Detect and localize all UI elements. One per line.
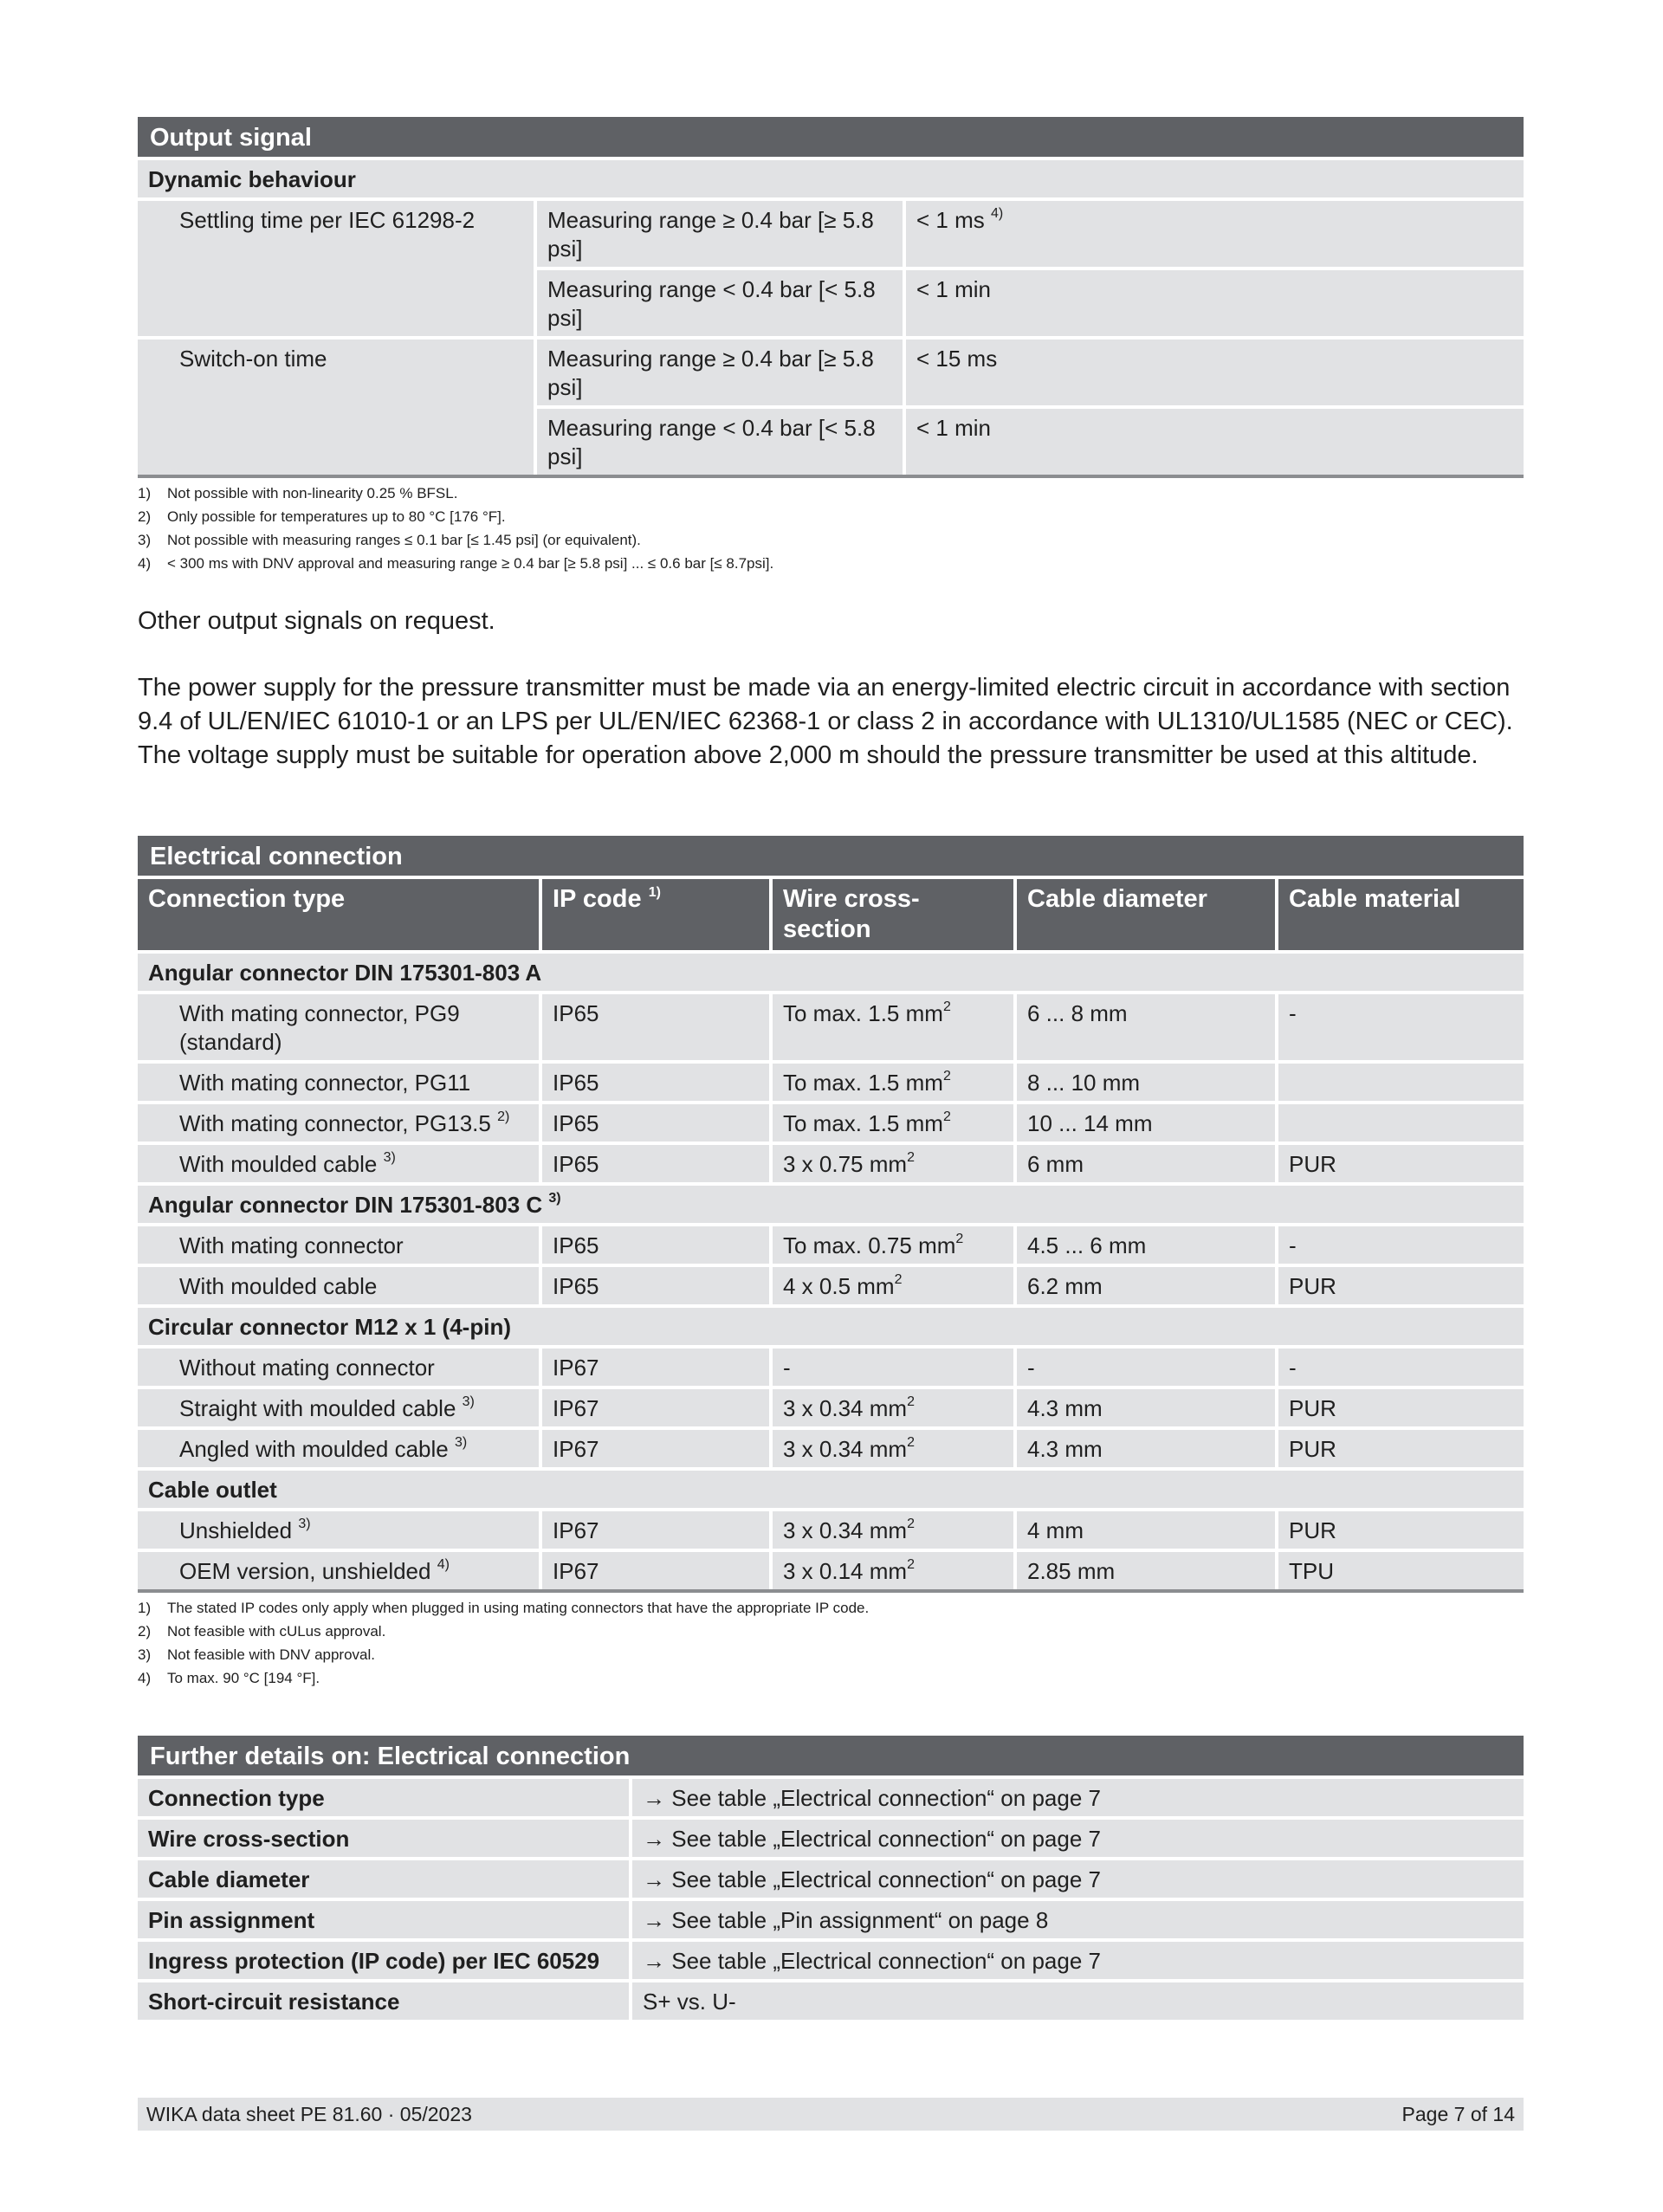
wire-cell <box>769 1552 1013 1589</box>
settling-value-1 <box>903 201 1524 267</box>
table-row <box>138 1267 1524 1304</box>
footnote-ref: 3) <box>455 1435 468 1450</box>
diameter-cell: 6.2 mm <box>1013 1267 1275 1304</box>
footnote <box>138 552 1524 575</box>
settling-time-label: Settling time per IEC 61298-2 <box>138 201 534 336</box>
connection-type-text: Straight with moulded cable <box>179 1395 456 1421</box>
material-cell <box>1275 1104 1524 1142</box>
footnote-text: The stated IP codes only apply when plugged in using mating connectors that have the appropriate IP code. <box>167 1600 870 1616</box>
footnote-text: Not possible with measuring ranges ≤ 0.1 bar [≤ 1.45 psi] (or equivalent). <box>167 532 641 548</box>
wire-cell <box>769 1104 1013 1142</box>
wire-cell <box>769 1430 1013 1467</box>
footnote-ref: 3) <box>462 1394 475 1409</box>
connection-type-cell <box>138 1511 539 1549</box>
table-bottom-rule <box>138 1589 1524 1593</box>
footnote-ref: 4) <box>990 206 1004 221</box>
material-cell <box>1275 1064 1524 1101</box>
connection-type-cell: With mating connector, PG11 <box>138 1064 539 1101</box>
output-signal-table <box>138 157 1524 478</box>
wire-text: To max. 0.75 mm <box>783 1232 956 1258</box>
diameter-cell: 2.85 mm <box>1013 1552 1275 1589</box>
diameter-cell: 4.3 mm <box>1013 1430 1275 1467</box>
connection-type-text: Unshielded <box>179 1517 293 1543</box>
ip-code-cell: IP65 <box>539 1145 769 1182</box>
footnote-number: 4) <box>138 555 152 572</box>
settling-condition-2: Measuring range < 0.4 bar [< 5.8 psi] <box>534 270 903 336</box>
diameter-cell: 4.5 ... 6 mm <box>1013 1226 1275 1264</box>
footnote <box>138 1666 1524 1690</box>
detail-value: → See table „Electrical connection“ on page 7 <box>629 1779 1524 1816</box>
connection-type-cell <box>138 1145 539 1182</box>
footnote-ref: 2) <box>497 1109 510 1124</box>
wire-cell <box>769 1064 1013 1101</box>
ip-code-cell: IP65 <box>539 1267 769 1304</box>
electrical-connection-title: Electrical connection <box>138 836 1524 876</box>
footnote-text: < 300 ms with DNV approval and measuring range ≥ 0.4 bar [≥ 5.8 psi] ... ≤ 0.6 bar [≤ 8.7psi]. <box>167 555 774 572</box>
power-supply-text <box>138 671 1524 773</box>
unit-superscript: 2 <box>942 1069 951 1083</box>
footnote-ref: 4) <box>437 1557 450 1572</box>
table-row <box>138 1145 1524 1182</box>
diameter-cell: 10 ... 14 mm <box>1013 1104 1275 1142</box>
ip-code-cell: IP67 <box>539 1389 769 1426</box>
detail-label: Connection type <box>138 1779 629 1816</box>
wire-text: 3 x 0.14 mm <box>783 1558 908 1584</box>
footnote <box>138 1596 1524 1620</box>
table-row <box>138 1901 1524 1938</box>
group-row <box>138 954 1524 991</box>
detail-label: Wire cross-section <box>138 1820 629 1857</box>
switch-on-condition-1: Measuring range ≥ 0.4 bar [≥ 5.8 psi] <box>534 340 903 405</box>
table-row <box>138 1064 1524 1101</box>
diameter-cell: 4 mm <box>1013 1511 1275 1549</box>
electrical-connection-table <box>138 876 1524 1593</box>
table-row <box>138 1226 1524 1264</box>
unit-superscript: 2 <box>955 1232 964 1246</box>
unit-superscript: 2 <box>907 1394 915 1409</box>
electrical-connection-footnotes <box>138 1596 1524 1690</box>
output-signal-section <box>138 117 1524 575</box>
header-cable-diameter: Cable diameter <box>1013 879 1275 950</box>
connection-type-cell: With mating connector <box>138 1226 539 1264</box>
material-cell: PUR <box>1275 1145 1524 1182</box>
wire-text: 3 x 0.34 mm <box>783 1395 908 1421</box>
ip-code-cell: IP67 <box>539 1511 769 1549</box>
diameter-cell: 6 mm <box>1013 1145 1275 1182</box>
ip-code-cell: IP65 <box>539 994 769 1060</box>
wire-text: To max. 1.5 mm <box>783 1110 943 1136</box>
material-cell: PUR <box>1275 1267 1524 1304</box>
ip-code-cell: IP65 <box>539 1104 769 1142</box>
footnote-number: 2) <box>138 508 152 525</box>
wire-text: To max. 1.5 mm <box>783 1000 943 1026</box>
footnote <box>138 1643 1524 1666</box>
table-row <box>138 994 1524 1060</box>
unit-superscript: 2 <box>942 999 951 1014</box>
table-row <box>138 1860 1524 1898</box>
footnote-number: 1) <box>138 485 152 501</box>
switch-on-condition-2: Measuring range < 0.4 bar [< 5.8 psi] <box>534 409 903 475</box>
wire-text: - <box>783 1355 791 1381</box>
electrical-connection-section <box>138 836 1524 1690</box>
footnote-number: 2) <box>138 1623 152 1640</box>
unit-superscript: 2 <box>907 1557 915 1572</box>
wire-cell <box>769 1389 1013 1426</box>
connection-type-text: With mating connector, PG13.5 <box>179 1110 491 1136</box>
settling-value-2: < 1 min <box>903 270 1524 336</box>
unit-superscript: 2 <box>907 1435 915 1450</box>
footnote <box>138 482 1524 505</box>
footnote-number: 3) <box>138 1646 152 1663</box>
unit-superscript: 2 <box>907 1150 915 1165</box>
wire-text: 3 x 0.34 mm <box>783 1517 908 1543</box>
wire-text: To max. 1.5 mm <box>783 1070 943 1096</box>
material-cell: PUR <box>1275 1511 1524 1549</box>
footer-doc-id: WIKA data sheet PE 81.60 · 05/2023 <box>146 2103 472 2125</box>
group-row <box>138 1308 1524 1345</box>
table-row <box>138 1104 1524 1142</box>
footnote-ref: 3) <box>298 1517 311 1531</box>
table-row <box>138 340 1524 405</box>
material-cell: PUR <box>1275 1389 1524 1426</box>
detail-label: Ingress protection (IP code) per IEC 60529 <box>138 1942 629 1979</box>
footnote-ref: 3) <box>548 1191 561 1206</box>
footnote-text: Not possible with non-linearity 0.25 % BFSL. <box>167 485 458 501</box>
detail-value: → See table „Pin assignment“ on page 8 <box>629 1901 1524 1938</box>
wire-cell <box>769 1511 1013 1549</box>
header-cable-material: Cable material <box>1275 879 1524 950</box>
ip-code-cell: IP67 <box>539 1552 769 1589</box>
detail-value: → See table „Electrical connection“ on page 7 <box>629 1942 1524 1979</box>
table-row <box>138 1511 1524 1549</box>
switch-on-value-1: < 15 ms <box>903 340 1524 405</box>
ip-code-cell: IP67 <box>539 1349 769 1386</box>
group-row <box>138 1186 1524 1223</box>
detail-label: Cable diameter <box>138 1860 629 1898</box>
material-cell: - <box>1275 1349 1524 1386</box>
detail-label: Pin assignment <box>138 1901 629 1938</box>
connection-type-text: With mating connector, PG9 <box>179 1000 460 1026</box>
further-details-section <box>138 1736 1524 2023</box>
footnote-text: Not feasible with DNV approval. <box>167 1646 376 1663</box>
group-heading-text: Angular connector DIN 175301-803 A <box>148 960 542 986</box>
unit-superscript: 2 <box>942 1109 951 1124</box>
detail-value: S+ vs. U- <box>629 1982 1524 2020</box>
group-heading <box>138 1308 1524 1345</box>
footnote-ref: 1) <box>648 885 661 900</box>
material-cell: TPU <box>1275 1552 1524 1589</box>
group-heading <box>138 954 1524 991</box>
unit-superscript: 2 <box>907 1517 915 1531</box>
switch-on-time-label: Switch-on time <box>138 340 534 475</box>
header-wire-line-2: section <box>783 915 871 943</box>
wire-cell <box>769 1145 1013 1182</box>
footnote-text: To max. 90 °C [194 °F]. <box>167 1670 320 1686</box>
table-bottom-rule <box>138 475 1524 478</box>
group-row <box>138 1471 1524 1508</box>
footnote <box>138 505 1524 528</box>
settling-condition-1: Measuring range ≥ 0.4 bar [≥ 5.8 psi] <box>534 201 903 267</box>
header-ip-code <box>539 879 769 950</box>
table-header-row <box>138 879 1524 950</box>
header-ip-code-text: IP code <box>553 885 642 913</box>
footnote-number: 3) <box>138 532 152 548</box>
dynamic-behaviour-heading: Dynamic behaviour <box>138 160 1524 197</box>
group-heading-text: Cable outlet <box>148 1477 277 1503</box>
diameter-cell: 4.3 mm <box>1013 1389 1275 1426</box>
wire-cell <box>769 1226 1013 1264</box>
table-row <box>138 1779 1524 1816</box>
header-wire-cross-section <box>769 879 1013 950</box>
table-row <box>138 1552 1524 1589</box>
output-signal-title: Output signal <box>138 117 1524 157</box>
connection-type-text: OEM version, unshielded <box>179 1558 431 1584</box>
footnote-number: 4) <box>138 1670 152 1686</box>
table-row <box>138 1982 1524 2020</box>
settling-value-1-text: < 1 ms <box>916 207 985 233</box>
connection-type-cell <box>138 994 539 1060</box>
further-details-title: Further details on: Electrical connection <box>138 1736 1524 1775</box>
header-wire-line-1: Wire cross- <box>783 885 920 913</box>
ip-code-cell: IP67 <box>539 1430 769 1467</box>
connection-type-cell <box>138 1430 539 1467</box>
switch-on-value-2: < 1 min <box>903 409 1524 475</box>
connection-type-cell: Without mating connector <box>138 1349 539 1386</box>
material-cell: - <box>1275 1226 1524 1264</box>
table-row <box>138 1389 1524 1426</box>
wire-cell <box>769 1267 1013 1304</box>
footer-page-number: Page 7 of 14 <box>1401 2103 1515 2125</box>
footnote-number: 1) <box>138 1600 152 1616</box>
wire-cell <box>769 1349 1013 1386</box>
connection-type-cell: With moulded cable <box>138 1267 539 1304</box>
group-heading <box>138 1186 1524 1223</box>
power-supply-line-3: The voltage supply must be suitable for operation above 2,000 m should the pressure transmitter be used at this altitude. <box>138 741 1479 769</box>
footnote-ref: 3) <box>383 1150 396 1165</box>
footnote <box>138 528 1524 552</box>
table-row <box>138 160 1524 197</box>
table-row <box>138 1430 1524 1467</box>
wire-text: 3 x 0.34 mm <box>783 1436 908 1462</box>
footnote <box>138 1620 1524 1643</box>
further-details-table <box>138 1775 1524 2023</box>
diameter-cell: 8 ... 10 mm <box>1013 1064 1275 1101</box>
connection-type-text: Angled with moulded cable <box>179 1436 449 1462</box>
connection-type-text-2: (standard) <box>179 1029 282 1055</box>
page-footer <box>138 2098 1524 2131</box>
ip-code-cell: IP65 <box>539 1226 769 1264</box>
table-row <box>138 1942 1524 1979</box>
detail-label: Short-circuit resistance <box>138 1982 629 2020</box>
output-signal-footnotes <box>138 482 1524 575</box>
detail-value: → See table „Electrical connection“ on page 7 <box>629 1860 1524 1898</box>
connection-type-cell <box>138 1104 539 1142</box>
wire-text: 3 x 0.75 mm <box>783 1151 908 1177</box>
table-row <box>138 1820 1524 1857</box>
header-connection-type: Connection type <box>138 879 539 950</box>
group-heading <box>138 1471 1524 1508</box>
table-row <box>138 201 1524 267</box>
other-signals-text: Other output signals on request. <box>138 607 495 635</box>
material-cell: - <box>1275 994 1524 1060</box>
footnote-text: Only possible for temperatures up to 80 °C [176 °F]. <box>167 508 506 525</box>
diameter-cell: - <box>1013 1349 1275 1386</box>
wire-text: 4 x 0.5 mm <box>783 1273 895 1299</box>
diameter-cell: 6 ... 8 mm <box>1013 994 1275 1060</box>
group-heading-text: Angular connector DIN 175301-803 C <box>148 1192 543 1218</box>
group-heading-text: Circular connector M12 x 1 (4-pin) <box>148 1314 511 1340</box>
connection-type-cell <box>138 1389 539 1426</box>
footnote-text: Not feasible with cULus approval. <box>167 1623 386 1640</box>
detail-value: → See table „Electrical connection“ on page 7 <box>629 1820 1524 1857</box>
ip-code-cell: IP65 <box>539 1064 769 1101</box>
wire-cell <box>769 994 1013 1060</box>
material-cell: PUR <box>1275 1430 1524 1467</box>
connection-type-cell <box>138 1552 539 1589</box>
table-row <box>138 1349 1524 1386</box>
connection-type-text: With moulded cable <box>179 1151 378 1177</box>
power-supply-line-2: 9.4 of UL/EN/IEC 61010-1 or an LPS per UL/EN/IEC 62368-1 or class 2 in accordance with UL1310/UL1585 (NEC or CEC). <box>138 708 1513 735</box>
unit-superscript: 2 <box>894 1272 903 1287</box>
power-supply-line-1: The power supply for the pressure transmitter must be made via an energy-limited electric circuit in accordance with section <box>138 674 1511 702</box>
